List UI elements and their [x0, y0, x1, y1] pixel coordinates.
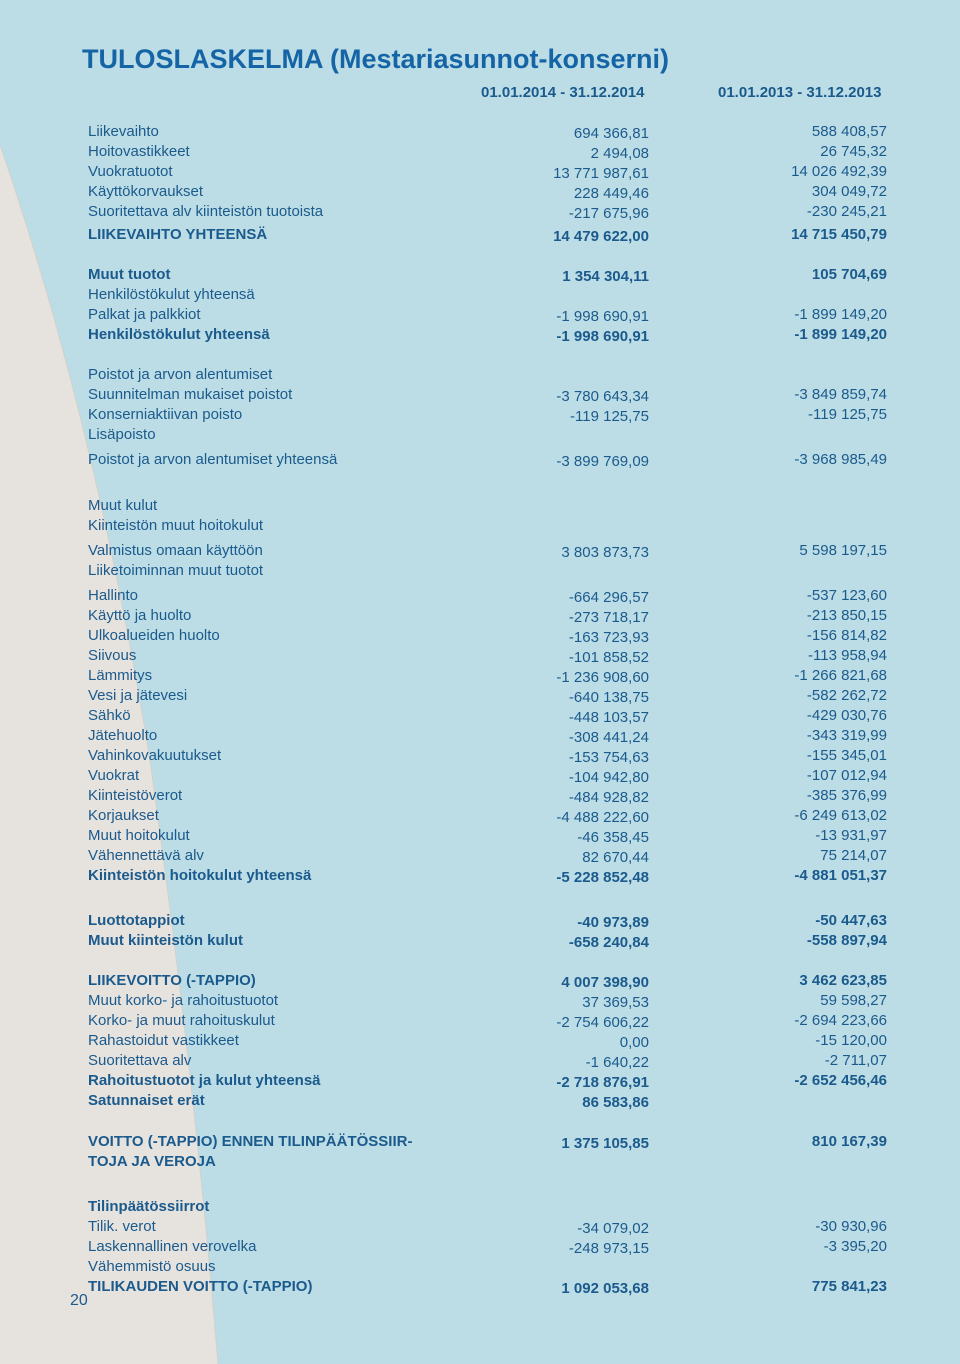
row-label: Käyttö ja huolto — [88, 607, 192, 624]
table-row — [0, 163, 960, 183]
value-2013: 588 408,57 — [811, 123, 887, 140]
row-label: VOITTO (-TAPPIO) ENNEN TILINPÄÄTÖSSIIR- — [88, 1133, 413, 1150]
value-2014: -273 718,17 — [568, 609, 649, 626]
row-label: Tilinpäätössiirrot — [88, 1198, 210, 1215]
table-row — [0, 426, 960, 446]
value-2014: -658 240,84 — [568, 934, 649, 951]
value-2013: 14 026 492,39 — [791, 163, 887, 180]
row-label: Vuokratuotot — [88, 163, 173, 180]
value-2014: 14 479 622,00 — [553, 228, 649, 245]
table-row — [0, 627, 960, 647]
row-label: Ulkoalueiden huolto — [88, 627, 220, 644]
row-label: Korjaukset — [88, 807, 159, 824]
value-2013: -429 030,76 — [806, 707, 887, 724]
table-row — [0, 286, 960, 306]
table-row — [0, 1238, 960, 1258]
page-number: 20 — [70, 1292, 88, 1309]
value-2013: -385 376,99 — [806, 787, 887, 804]
row-label: Rahastoidut vastikkeet — [88, 1032, 239, 1049]
row-label: Vahinkovakuutukset — [88, 747, 222, 764]
value-2014: -217 675,96 — [568, 205, 649, 222]
value-2014: 228 449,46 — [573, 185, 649, 202]
row-label: Kiinteistöverot — [88, 787, 183, 804]
row-label: Muut kulut — [88, 497, 158, 514]
table-row — [0, 667, 960, 687]
row-label: Palkat ja palkkiot — [88, 306, 201, 323]
value-2014: -119 125,75 — [570, 408, 649, 425]
table-row — [0, 1092, 960, 1112]
value-2014: 694 366,81 — [573, 125, 649, 142]
value-2013: -155 345,01 — [806, 747, 887, 764]
value-2014: 1 092 053,68 — [561, 1280, 649, 1297]
row-label: Tilik. verot — [88, 1218, 156, 1235]
value-2014: 13 771 987,61 — [553, 165, 649, 182]
value-2013: -230 245,21 — [806, 203, 887, 220]
row-label: Hoitovastikkeet — [88, 143, 190, 160]
row-label: Muut kiinteistön kulut — [88, 932, 243, 949]
value-2013: -213 850,15 — [806, 607, 887, 624]
row-label: Kiinteistön muut hoitokulut — [88, 517, 264, 534]
value-2014: -1 236 908,60 — [556, 669, 649, 686]
value-2013: -1 266 821,68 — [794, 667, 887, 684]
value-2014: -640 138,75 — [568, 689, 649, 706]
table-row — [0, 767, 960, 787]
value-2014: 82 670,44 — [582, 849, 649, 866]
value-2014: -3 780 643,34 — [556, 388, 649, 405]
row-label: Laskennallinen verovelka — [88, 1238, 257, 1255]
table-row — [0, 1012, 960, 1032]
row-label: Suoritettava alv — [88, 1052, 192, 1069]
value-2013: 304 049,72 — [811, 183, 887, 200]
column-header-2014: 01.01.2014 - 31.12.2014 — [481, 84, 645, 101]
value-2013: -1 899 149,20 — [794, 306, 887, 323]
value-2014: -308 441,24 — [568, 729, 649, 746]
row-label: Vähennettävä alv — [88, 847, 204, 864]
table-row — [0, 847, 960, 867]
row-label: Konserniaktiivan poisto — [88, 406, 243, 423]
table-row — [0, 687, 960, 707]
table-row — [0, 143, 960, 163]
value-2014: 1 354 304,11 — [562, 268, 649, 285]
value-2014: -1 998 690,91 — [556, 328, 649, 345]
value-2013: -119 125,75 — [808, 406, 887, 423]
value-2014: -1 640,22 — [585, 1054, 649, 1071]
value-2014: 37 369,53 — [582, 994, 649, 1011]
value-2014: 4 007 398,90 — [561, 974, 649, 991]
value-2013: -3 968 985,49 — [794, 451, 887, 468]
row-label: Rahoitustuotot ja kulut yhteensä — [88, 1072, 321, 1089]
table-row — [0, 1133, 960, 1153]
value-2013: -537 123,60 — [806, 587, 887, 604]
value-2013: 5 598 197,15 — [799, 542, 887, 559]
table-row — [0, 562, 960, 582]
value-2013: -13 931,97 — [815, 827, 887, 844]
value-2014: -5 228 852,48 — [556, 869, 649, 886]
row-label: Muut tuotot — [88, 266, 171, 283]
table-row — [0, 1258, 960, 1278]
value-2013: -2 694 223,66 — [794, 1012, 887, 1029]
table-row — [0, 326, 960, 346]
value-2013: -15 120,00 — [815, 1032, 887, 1049]
row-label: Siivous — [88, 647, 137, 664]
value-2013: -1 899 149,20 — [794, 326, 887, 343]
row-label: Satunnaiset erät — [88, 1092, 205, 1109]
value-2014: -101 858,52 — [568, 649, 649, 666]
value-2014: -2 718 876,91 — [556, 1074, 649, 1091]
row-label: LIIKEVOITTO (-TAPPIO) — [88, 972, 256, 989]
value-2014: -153 754,63 — [568, 749, 649, 766]
value-2014: -34 079,02 — [577, 1220, 649, 1237]
value-2013: -113 958,94 — [808, 647, 887, 664]
row-label: Poistot ja arvon alentumiset yhteensä — [88, 451, 338, 468]
table-row — [0, 647, 960, 667]
row-label: Lisäpoisto — [88, 426, 156, 443]
row-label: Hallinto — [88, 587, 139, 604]
page-title: TULOSLASKELMA (Mestariasunnot-konserni) — [82, 44, 670, 74]
table-row — [0, 1218, 960, 1238]
column-header-2013: 01.01.2013 - 31.12.2013 — [718, 84, 882, 101]
table-row — [0, 1032, 960, 1052]
value-2013: -3 849 859,74 — [794, 386, 887, 403]
value-2013: 3 462 623,85 — [799, 972, 887, 989]
value-2014: -2 754 606,22 — [556, 1014, 649, 1031]
table-row — [0, 542, 960, 562]
row-label: Kiinteistön hoitokulut yhteensä — [88, 867, 312, 884]
row-label: Lämmitys — [88, 667, 153, 684]
value-2014: -448 103,57 — [568, 709, 649, 726]
value-2013: -558 897,94 — [806, 932, 887, 949]
table-row — [0, 1052, 960, 1072]
value-2014: -104 942,80 — [568, 769, 649, 786]
row-label: Käyttökorvaukset — [88, 183, 204, 200]
value-2013: 105 704,69 — [811, 266, 887, 283]
value-2014: -46 358,45 — [577, 829, 649, 846]
row-label: LIIKEVAIHTO YHTEENSÄ — [88, 226, 268, 243]
table-row — [0, 747, 960, 767]
row-label: Suoritettava alv kiinteistön tuotoista — [88, 203, 324, 220]
row-label: Liiketoiminnan muut tuotot — [88, 562, 264, 579]
table-row — [0, 226, 960, 246]
table-row — [0, 972, 960, 992]
row-label: Valmistus omaan käyttöön — [88, 542, 263, 559]
table-row — [0, 587, 960, 607]
value-2013: -6 249 613,02 — [794, 807, 887, 824]
value-2013: -2 711,07 — [824, 1052, 887, 1069]
table-row — [0, 912, 960, 932]
table-row — [0, 123, 960, 143]
row-label: TILIKAUDEN VOITTO (-TAPPIO) — [88, 1278, 313, 1295]
table-row — [0, 497, 960, 517]
table-row — [0, 266, 960, 286]
row-label: Vesi ja jätevesi — [88, 687, 188, 704]
value-2014: -484 928,82 — [568, 789, 649, 806]
row-label: Liikevaihto — [88, 123, 159, 140]
table-row — [0, 807, 960, 827]
table-row — [0, 406, 960, 426]
table-row — [0, 992, 960, 1012]
table-row — [0, 386, 960, 406]
value-2013: -3 395,20 — [823, 1238, 887, 1255]
table-row — [0, 1278, 960, 1298]
value-2013: -156 814,82 — [806, 627, 887, 644]
table-row — [0, 707, 960, 727]
row-label: Korko- ja muut rahoituskulut — [88, 1012, 275, 1029]
row-label: Vuokrat — [88, 767, 140, 784]
value-2014: -163 723,93 — [568, 629, 649, 646]
value-2014: 0,00 — [619, 1034, 649, 1051]
value-2014: -4 488 222,60 — [556, 809, 649, 826]
table-row — [0, 1153, 960, 1173]
value-2013: 14 715 450,79 — [791, 226, 887, 243]
table-row — [0, 203, 960, 223]
row-label: Henkilöstökulut yhteensä — [88, 286, 255, 303]
table-row — [0, 932, 960, 952]
value-2013: -30 930,96 — [815, 1218, 887, 1235]
table-row — [0, 306, 960, 326]
value-2014: 1 375 105,85 — [561, 1135, 649, 1152]
row-label: Muut korko- ja rahoitustuotot — [88, 992, 279, 1009]
value-2014: -3 899 769,09 — [556, 453, 649, 470]
row-label: Jätehuolto — [88, 727, 158, 744]
value-2013: 59 598,27 — [820, 992, 887, 1009]
row-label: Suunnitelman mukaiset poistot — [88, 386, 293, 403]
row-label: Sähkö — [88, 707, 131, 724]
table-row — [0, 867, 960, 887]
value-2013: -4 881 051,37 — [794, 867, 887, 884]
value-2013: -107 012,94 — [806, 767, 887, 784]
table-row — [0, 827, 960, 847]
row-label: Vähemmistö osuus — [88, 1258, 216, 1275]
value-2013: -343 319,99 — [806, 727, 887, 744]
value-2014: 3 803 873,73 — [561, 544, 649, 561]
value-2013: 26 745,32 — [820, 143, 887, 160]
table-row — [0, 727, 960, 747]
row-label: Muut hoitokulut — [88, 827, 190, 844]
value-2013: -50 447,63 — [815, 912, 887, 929]
value-2014: 2 494,08 — [590, 145, 649, 162]
table-row — [0, 1198, 960, 1218]
row-label: Poistot ja arvon alentumiset — [88, 366, 273, 383]
table-row — [0, 787, 960, 807]
value-2013: 75 214,07 — [820, 847, 887, 864]
row-label: Henkilöstökulut yhteensä — [88, 326, 270, 343]
table-row — [0, 1072, 960, 1092]
value-2014: -40 973,89 — [577, 914, 649, 931]
table-row — [0, 183, 960, 203]
table-row — [0, 451, 960, 471]
value-2014: -1 998 690,91 — [556, 308, 649, 325]
row-label: TOJA JA VEROJA — [88, 1153, 216, 1170]
row-label: Luottotappiot — [88, 912, 185, 929]
value-2013: -582 262,72 — [806, 687, 887, 704]
value-2013: -2 652 456,46 — [794, 1072, 887, 1089]
value-2014: 86 583,86 — [582, 1094, 649, 1111]
table-row — [0, 366, 960, 386]
value-2013: 810 167,39 — [811, 1133, 887, 1150]
value-2013: 775 841,23 — [811, 1278, 887, 1295]
table-row — [0, 607, 960, 627]
value-2014: -664 296,57 — [568, 589, 649, 606]
value-2014: -248 973,15 — [568, 1240, 649, 1257]
table-row — [0, 517, 960, 537]
